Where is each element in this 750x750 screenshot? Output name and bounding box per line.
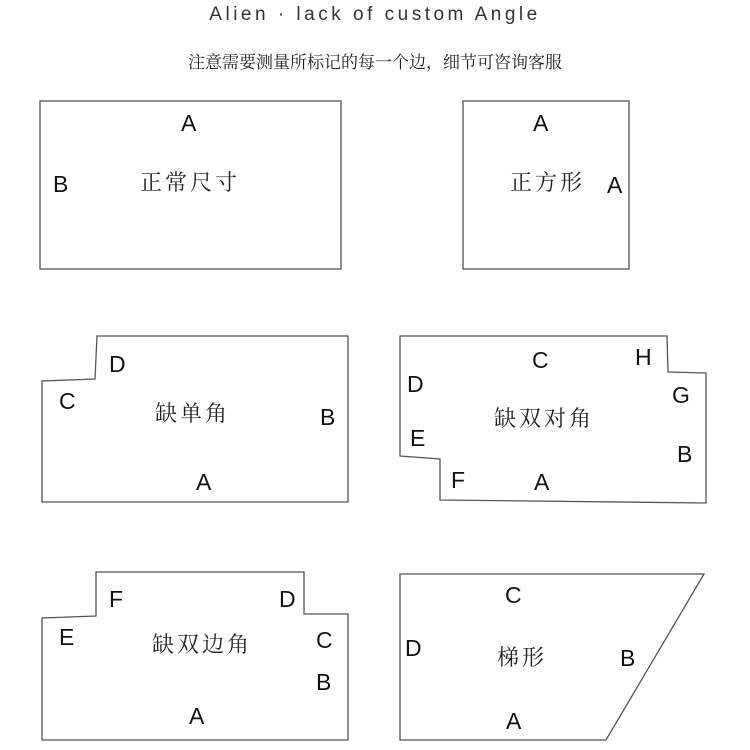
edge-label-d: D: [405, 635, 422, 661]
edge-label-h: H: [635, 344, 652, 370]
edge-label-b: B: [316, 669, 332, 695]
page-title: Alien · lack of custom Angle: [209, 4, 541, 25]
shape-double-side-notch: [42, 572, 348, 740]
instruction-text: 注意需要测量所标记的每一个边，细节可咨询客服: [188, 53, 562, 73]
shape-double-opposite-notch: [400, 336, 706, 503]
shape-name: 缺双对角: [494, 407, 595, 432]
shape-name: 梯形: [497, 646, 548, 671]
edge-label-f: F: [451, 467, 466, 493]
shape-name: 缺单角: [155, 402, 231, 427]
edge-label-b: B: [53, 171, 69, 197]
shape-name: 缺双边角: [152, 633, 253, 658]
shape-name: 正常尺寸: [140, 171, 241, 196]
shape-square: [463, 101, 629, 269]
edge-label-a-top: A: [533, 110, 549, 136]
edge-label-a: A: [534, 469, 550, 495]
edge-label-d: D: [109, 351, 126, 377]
edge-label-a-right: A: [607, 172, 623, 198]
edge-label-c: C: [316, 627, 333, 653]
edge-label-e: E: [59, 624, 75, 650]
edge-label-d: D: [407, 371, 424, 397]
edge-label-d: D: [279, 586, 296, 612]
shape-single-notch: [42, 336, 348, 502]
trapezoid-outline: [400, 574, 704, 740]
edge-label-c: C: [532, 347, 549, 373]
edge-label-a: A: [196, 469, 212, 495]
edge-label-f: F: [109, 586, 124, 612]
edge-label-g: G: [672, 382, 690, 408]
shape-trapezoid: [400, 574, 704, 740]
shape-name: 正方形: [510, 171, 586, 196]
edge-label-b: B: [677, 441, 693, 467]
edge-label-b: B: [320, 404, 336, 430]
edge-label-e: E: [410, 425, 426, 451]
edge-label-a: A: [506, 708, 522, 734]
edge-label-c: C: [505, 582, 522, 608]
edge-label-c: C: [59, 388, 76, 414]
edge-label-a: A: [181, 110, 197, 136]
edge-label-b: B: [620, 645, 636, 671]
shape-normal-size: [40, 101, 341, 269]
edge-label-a: A: [189, 703, 205, 729]
